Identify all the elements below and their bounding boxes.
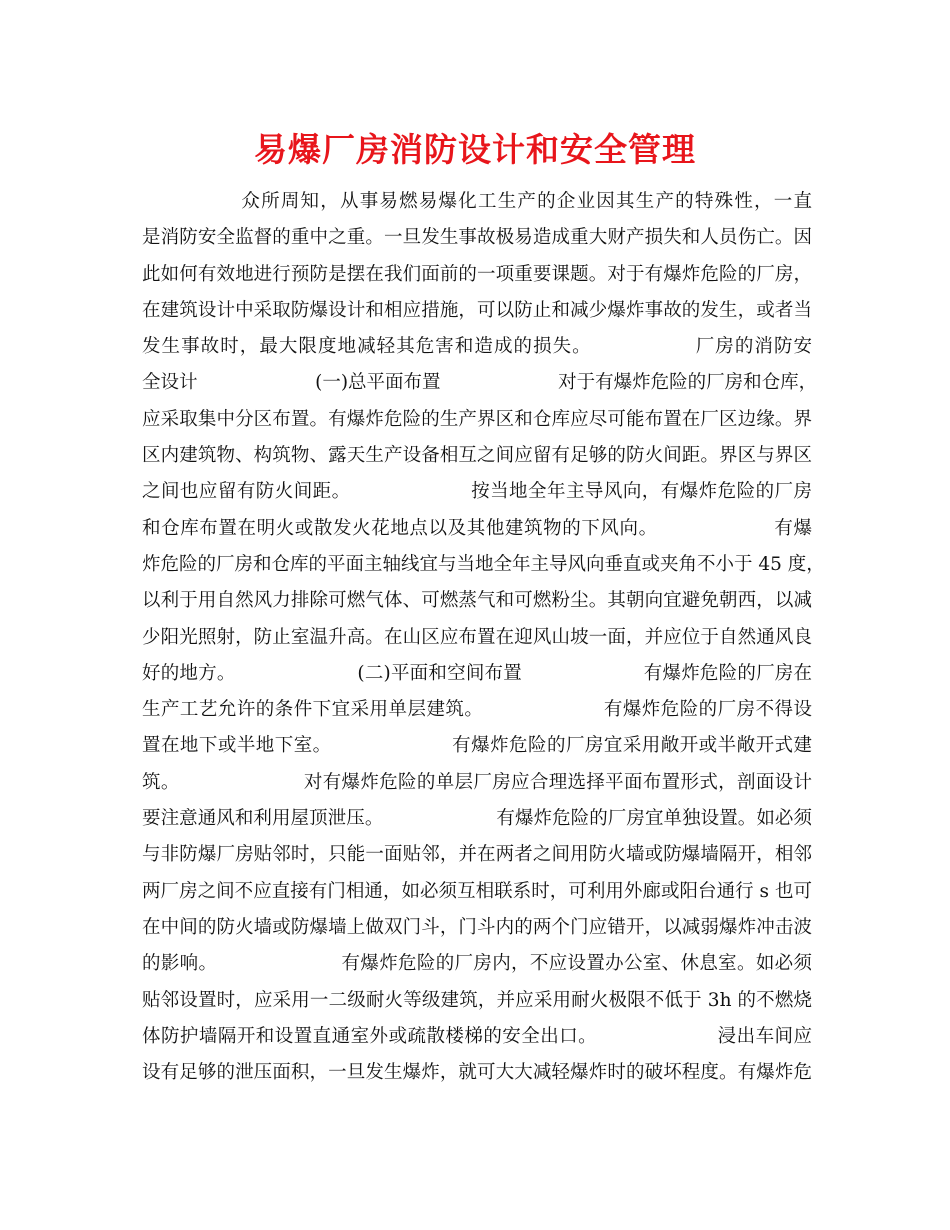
body-line: 众所周知，从事易燃易爆化工生产的企业因其生产的特殊性，一直 (142, 191, 812, 212)
body-line: 之间也应留有防火间距。 按当地全年主导风向，有爆炸危险的厂房 (142, 481, 812, 503)
body-line: 在中间的防火墙或防爆墙上做双门斗，门斗内的两个门应错开，以减弱爆炸冲击波 (142, 916, 812, 938)
body-line: 发生事故时，最大限度地减轻其危害和造成的损失。 厂房的消防安 (142, 336, 812, 358)
body-line: 全设计 (一)总平面布置 对于有爆炸危险的厂房和仓库， (142, 372, 818, 394)
body-line: 炸危险的厂房和仓库的平面主轴线宜与当地全年主导风向垂直或夹角不小于 45 度， (142, 553, 825, 575)
body-line: 少阳光照射，防止室温升高。在山区应布置在迎风山坡一面，并应位于自然通风良 (142, 626, 812, 648)
body-line: 筑。 对有爆炸危险的单层厂房应合理选择平面布置形式，剖面设计 (142, 771, 812, 793)
body-line: 两厂房之间不应直接有门相通，如必须互相联系时，可利用外廊或阳台通行 s 也可 (142, 880, 812, 902)
body-line: 此如何有效地进行预防是摆在我们面前的一项重要课题。对于有爆炸危险的厂房， (142, 263, 812, 285)
body-line: 是消防安全监督的重中之重。一旦发生事故极易造成重大财产损失和人员伤亡。因 (142, 227, 812, 249)
body-line: 贴邻设置时，应采用一二级耐火等级建筑，并应采用耐火极限不低于 3h 的不燃烧 (142, 989, 812, 1011)
body-line: 的影响。 有爆炸危险的厂房内，不应设置办公室、休息室。如必须 (142, 953, 812, 975)
body-line: 应采取集中分区布置。有爆炸危险的生产界区和仓库应尽可能布置在厂区边缘。界 (142, 408, 812, 430)
body-line: 体防护墙隔开和设置直通室外或疏散楼梯的安全出口。 浸出车间应 (142, 1025, 812, 1047)
body-line: 与非防爆厂房贴邻时，只能一面贴邻，并在两者之间用防火墙或防爆墙隔开，相邻 (142, 844, 812, 866)
body-line: 以利于用自然风力排除可燃气体、可燃蒸气和可燃粉尘。其朝向宜避免朝西，以减 (142, 590, 812, 612)
document-body (142, 184, 825, 1091)
body-line: 生产工艺允许的条件下宜采用单层建筑。 有爆炸危险的厂房不得设 (142, 699, 812, 721)
document-title: 易爆厂房消防设计和安全管理 (254, 130, 696, 169)
body-line: 在建筑设计中采取防爆设计和相应措施，可以防止和减少爆炸事故的发生，或者当 (142, 299, 812, 321)
body-line: 和仓库布置在明火或散发火花地点以及其他建筑物的下风向。 有爆 (142, 517, 812, 539)
body-line: 设有足够的泄压面积，一旦发生爆炸，就可大大减轻爆炸时的破坏程度。有爆炸危 (142, 1062, 812, 1084)
body-line: 好的地方。 (二)平面和空间布置 有爆炸危险的厂房在 (142, 662, 812, 684)
body-line: 区内建筑物、构筑物、露天生产设备相互之间应留有足够的防火间距。界区与界区 (142, 445, 812, 467)
body-line: 要注意通风和利用屋顶泄压。 有爆炸危险的厂房宜单独设置。如必须 (142, 808, 812, 830)
body-line: 置在地下或半地下室。 有爆炸危险的厂房宜采用敞开或半敞开式建 (142, 735, 812, 757)
